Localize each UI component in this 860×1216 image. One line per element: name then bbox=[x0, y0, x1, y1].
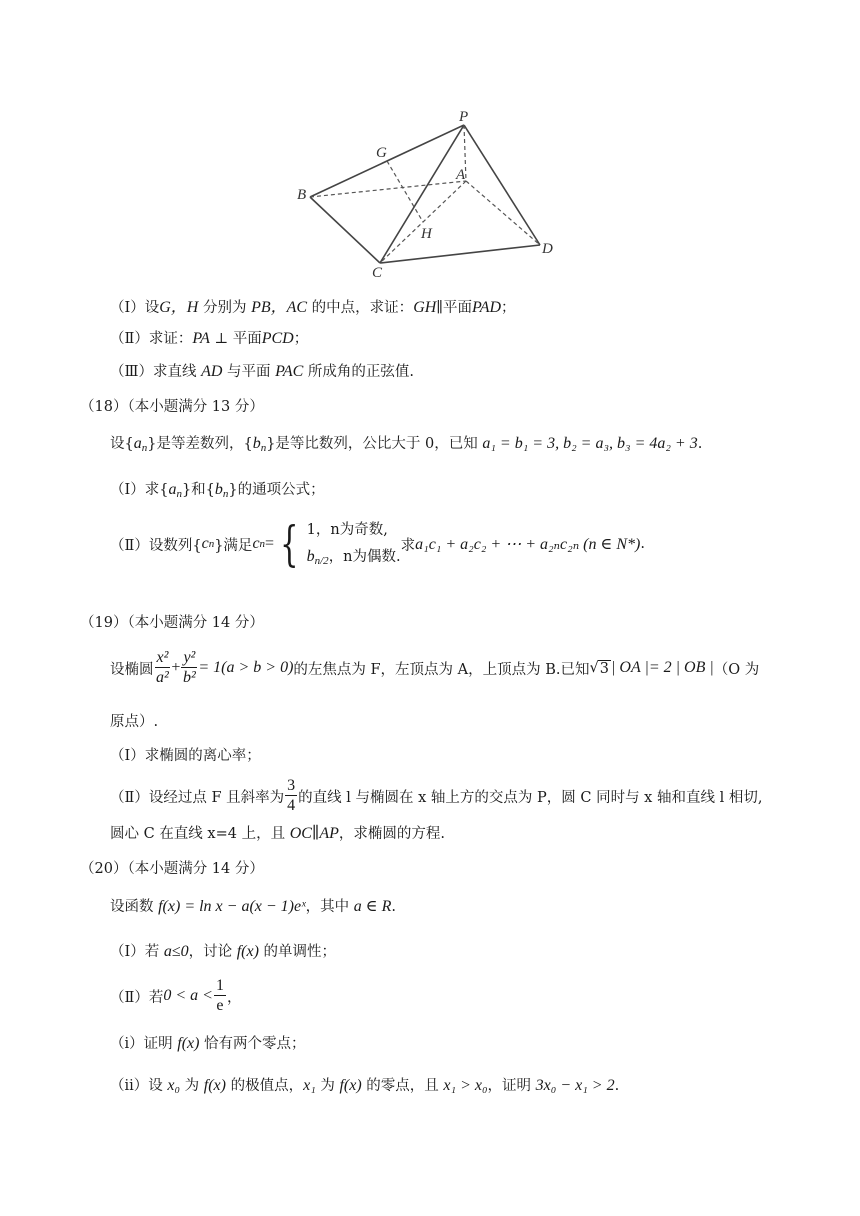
q20-function: f(x) = ln x − a(x − 1)eˣ bbox=[158, 898, 306, 915]
q20-part1 bbox=[110, 940, 336, 961]
q17-part1-parallel: ∥ bbox=[436, 300, 443, 316]
edge-BC bbox=[310, 197, 380, 263]
q19-part2-text: 的直线 l 与椭圆在 x 轴上方的交点为 P，圆 C 同时与 x 轴和直线 l 相切, bbox=[298, 789, 763, 806]
q20-intro bbox=[110, 895, 396, 916]
q20-intro-end: . bbox=[391, 899, 396, 915]
q18-part1-b-sub: n bbox=[222, 488, 229, 500]
q18-part2-c-sub: n bbox=[208, 538, 215, 551]
q18-case-even-text: ，n为偶数. bbox=[328, 548, 401, 565]
q18-part2-ask: 求 bbox=[400, 537, 416, 554]
q17-part3 bbox=[110, 360, 414, 381]
q17-part2 bbox=[110, 327, 308, 348]
pyramid-figure bbox=[290, 105, 570, 285]
q20-end: . bbox=[614, 1078, 620, 1094]
edge-PD bbox=[464, 125, 540, 245]
q18-seq-a-sub: n bbox=[141, 442, 148, 454]
label-D: D bbox=[542, 241, 553, 257]
q18-intro-text3: }是等比数列，公比大于 0，已知 bbox=[266, 436, 483, 452]
q20-part1-cond: a≤0 bbox=[163, 943, 189, 960]
q20-text4: 的零点，且 bbox=[361, 1078, 444, 1094]
q18-part2-cn-sub: n bbox=[259, 538, 266, 551]
q20-part2-den: e bbox=[216, 997, 224, 1014]
label-H: H bbox=[421, 226, 432, 242]
q17-part1-plane-name: PAD bbox=[472, 299, 502, 316]
segment-GH bbox=[387, 161, 423, 222]
q19-frac-x-den: a² bbox=[156, 669, 169, 686]
q18-part1 bbox=[110, 478, 325, 500]
q19-slope-den: 4 bbox=[287, 797, 296, 814]
q20-part2 bbox=[110, 978, 241, 1014]
q20-ineq: x₁ > x₀ bbox=[443, 1077, 488, 1094]
q20-title: （20）（本小题满分 14 分） bbox=[80, 861, 264, 877]
q20-part2-head: （Ⅱ）若 bbox=[110, 989, 164, 1006]
label-A: A bbox=[456, 167, 466, 183]
q17-part3-head: （Ⅲ）求直线 bbox=[110, 364, 202, 380]
q20-part2i-f: f(x) bbox=[177, 1035, 200, 1052]
q17-part1-plane: 平面 bbox=[443, 300, 472, 316]
q19-frac-y-num: y² bbox=[183, 649, 196, 666]
q20-text1: 为 bbox=[180, 1078, 204, 1094]
q20-part2i bbox=[110, 1032, 306, 1053]
q18-case-even-sub: n/2 bbox=[314, 554, 329, 567]
q20-part2i-end: 恰有两个零点； bbox=[199, 1036, 306, 1052]
q17-part1-head: （Ⅰ）设 bbox=[110, 300, 160, 316]
q19-title: （19）（本小题满分 14 分） bbox=[80, 615, 264, 631]
q18-given-equations: a₁ = b₁ = 3, b₂ = a₃, b₃ = 4a₂ + 3 bbox=[482, 435, 698, 452]
q20-part2ii-head: （ii）设 bbox=[110, 1078, 168, 1094]
q18-part2-cn: c bbox=[252, 535, 260, 553]
q17-part1-end: ； bbox=[501, 300, 516, 316]
edge-AD bbox=[466, 181, 540, 245]
q18-seq-b: b bbox=[252, 435, 261, 452]
label-C: C bbox=[372, 265, 383, 281]
q20-part2-num: 1 bbox=[215, 977, 224, 994]
q19-slope-frac bbox=[285, 778, 297, 814]
q20-part2ii bbox=[110, 1074, 619, 1095]
q17-part1 bbox=[110, 294, 516, 317]
q17-part3-plane: PAC bbox=[275, 363, 304, 380]
q18-part2-eq: = bbox=[265, 535, 275, 553]
q18-intro bbox=[110, 432, 702, 454]
q19-sqrt: 3 bbox=[599, 660, 609, 677]
q18-part2-head: （Ⅱ）设数列{ bbox=[110, 537, 202, 554]
q19-intro-text3: （O 为 bbox=[713, 661, 760, 678]
q17-part2-end: ； bbox=[293, 331, 309, 347]
q18-seq-a: a bbox=[133, 435, 142, 452]
q18-part1-text: }和{ bbox=[181, 482, 215, 498]
q17-part1-segments: PB，AC bbox=[251, 299, 308, 316]
q18-title: （18）（本小题满分 13 分） bbox=[80, 399, 264, 415]
q20-part2-lhs: 0 < a < bbox=[163, 987, 213, 1004]
q18-part2-c: c bbox=[201, 535, 209, 553]
edge-CD bbox=[380, 245, 540, 263]
q19-frac-y-den: b² bbox=[182, 669, 196, 686]
q18-part2-end: . bbox=[640, 536, 645, 553]
q19-part2-head: （Ⅱ）设经过点 F 且斜率为 bbox=[110, 789, 285, 806]
q20-text2: 的极值点， bbox=[225, 1078, 304, 1094]
q19-intro-text2: 的左焦点为 F，左顶点为 A，上顶点为 B.已知 bbox=[293, 661, 590, 678]
q18-piecewise bbox=[274, 516, 401, 573]
q20-intro-text2: ，其中 bbox=[305, 899, 354, 915]
q17-part2-head: （Ⅱ）求证： bbox=[110, 331, 193, 347]
q19-frac-x bbox=[155, 650, 171, 686]
q19-slope-num: 3 bbox=[287, 777, 296, 794]
q17-part2-perp: ⊥ bbox=[209, 331, 233, 347]
q19-part2b bbox=[110, 822, 445, 843]
q20-f1: f(x) bbox=[203, 1077, 226, 1094]
q20-part2i-head: （i）证明 bbox=[110, 1036, 178, 1052]
q18-intro-text2: }是等差数列，{ bbox=[147, 436, 253, 452]
q18-case-even-b: b bbox=[306, 547, 315, 565]
q19-relation: | OA |= 2 | OB | bbox=[611, 659, 714, 676]
q18-part2-text: }满足 bbox=[214, 537, 253, 554]
q19-frac-x-num: x² bbox=[156, 649, 169, 666]
edge-PC bbox=[380, 125, 464, 263]
q18-part2-sum: a₁c₁ + a₂c₂ + ⋯ + a₂ₙc₂ₙ (n ∈ N*) bbox=[415, 536, 641, 554]
q18-intro-text1: 设{ bbox=[110, 436, 134, 452]
q17-part2-plane: 平面 bbox=[232, 331, 262, 347]
label-B: B bbox=[297, 187, 307, 203]
q20-part2-end: ， bbox=[226, 989, 242, 1006]
q19-frac-y bbox=[181, 650, 197, 686]
q19-part2 bbox=[110, 778, 762, 814]
piecewise-brace: { bbox=[280, 516, 299, 573]
q19-part2b-parallel: OC∥AP bbox=[289, 825, 339, 842]
q17-part1-text2: 的中点，求证： bbox=[307, 300, 414, 316]
q19-intro2: 原点）. bbox=[110, 714, 159, 730]
q20-text5: ，证明 bbox=[487, 1078, 536, 1094]
q20-intro-text1: 设函数 bbox=[110, 899, 159, 915]
q17-part2-plane-name: PCD bbox=[261, 330, 294, 347]
q19-part1: （Ⅰ）求椭圆的离心率； bbox=[110, 748, 261, 764]
q19-part2b-end: ，求椭圆的方程. bbox=[338, 826, 445, 842]
q18-case-odd: 1，n为奇数, bbox=[306, 522, 388, 538]
label-G: G bbox=[376, 145, 387, 161]
q20-f2: f(x) bbox=[339, 1077, 362, 1094]
q18-part1-a: a bbox=[168, 481, 177, 498]
q19-plus: + bbox=[171, 659, 181, 676]
q18-seq-b-sub: n bbox=[260, 442, 267, 454]
q19-part2b-text: 圆心 C 在直线 x=4 上，且 bbox=[110, 826, 290, 842]
q20-result: 3x₀ − x₁ > 2 bbox=[535, 1077, 615, 1094]
q17-part3-end: 所成角的正弦值. bbox=[303, 364, 415, 380]
q20-part2-frac bbox=[214, 978, 226, 1014]
q17-part1-line: GH bbox=[413, 299, 437, 316]
q18-intro-end: . bbox=[697, 436, 703, 452]
q17-part1-text: 分别为 bbox=[198, 300, 252, 316]
label-P: P bbox=[459, 109, 469, 125]
q19-intro-text1: 设椭圆 bbox=[110, 661, 154, 678]
q17-part2-line: PA bbox=[192, 330, 210, 347]
q20-x1: x₁ bbox=[303, 1077, 316, 1094]
q17-part1-points: G，H bbox=[159, 299, 199, 316]
q18-part1-head: （Ⅰ）求{ bbox=[110, 482, 169, 498]
edge-BA bbox=[310, 181, 466, 197]
q18-part1-a-sub: n bbox=[176, 488, 182, 500]
q19-intro bbox=[110, 650, 759, 686]
sqrt-icon: √ bbox=[589, 660, 599, 676]
q20-part1-end: 的单调性； bbox=[258, 944, 337, 960]
q17-part3-text: 与平面 bbox=[222, 364, 276, 380]
q18-part1-b: b bbox=[214, 481, 223, 498]
q18-case-even bbox=[307, 543, 401, 571]
q18-part2 bbox=[110, 516, 645, 573]
q20-part1-head: （Ⅰ）若 bbox=[110, 944, 164, 960]
q19-ellipse-eq: = 1(a > b > 0) bbox=[198, 659, 294, 676]
q20-text3: 为 bbox=[315, 1078, 340, 1094]
q20-part1-text: ，讨论 bbox=[188, 944, 237, 960]
q18-part1-end: }的通项公式； bbox=[228, 482, 325, 498]
q20-x0: x₀ bbox=[167, 1077, 181, 1094]
q17-part3-line: AD bbox=[201, 363, 223, 380]
q20-part1-f: f(x) bbox=[236, 943, 259, 960]
q20-domain: a ∈ R bbox=[353, 898, 392, 915]
